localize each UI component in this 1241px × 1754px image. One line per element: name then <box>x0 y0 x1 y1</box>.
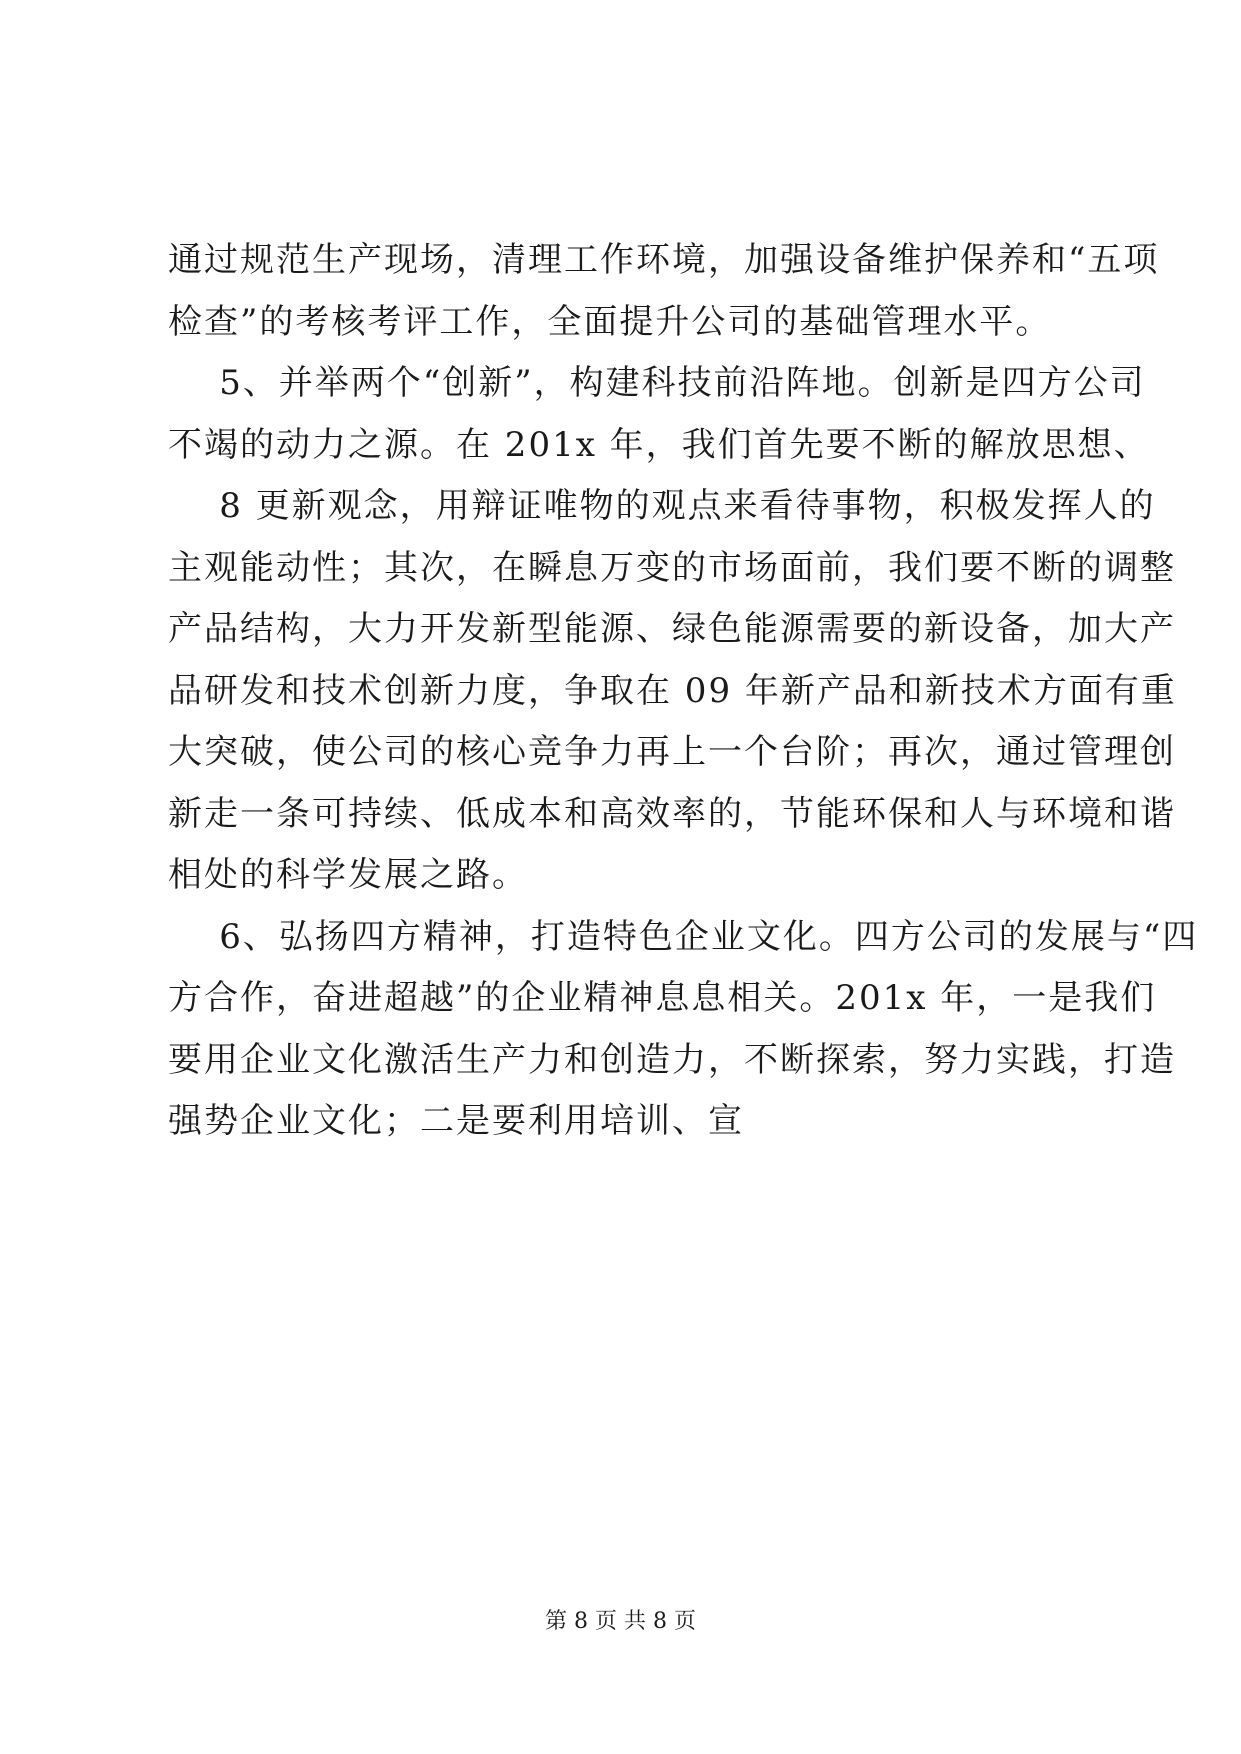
text-line: 8 更新观念，用辩证唯物的观点来看待事物，积极发挥人的 <box>168 486 1156 526</box>
text-line: 大突破，使公司的核心竞争力再上一个台阶；再次，通过管理创 <box>168 732 1176 772</box>
page-number-footer: 第 8 页 共 8 页 <box>545 1609 696 1634</box>
text-line: 5、并举两个“创新”，构建科技前沿阵地。创新是四方公司 <box>168 363 1146 403</box>
text-line: 新走一条可持续、低成本和高效率的，节能环保和人与环境和谐 <box>168 793 1176 834</box>
document-body <box>168 230 1199 1153</box>
text-line: 不竭的动力之源。在 201x 年，我们首先要不断的解放思想、 <box>168 424 1150 465</box>
text-line: 强势企业文化；二是要利用培训、宣 <box>168 1101 744 1141</box>
text-line: 主观能动性；其次，在瞬息万变的市场面前，我们要不断的调整 <box>168 547 1176 588</box>
text-line: 检查”的考核考评工作，全面提升公司的基础管理水平。 <box>168 301 1052 342</box>
text-line: 品研发和技术创新力度，争取在 09 年新产品和新技术方面有重 <box>168 670 1177 711</box>
text-line: 产品结构，大力开发新型能源、绿色能源需要的新设备，加大产 <box>168 609 1176 649</box>
text-line: 要用企业文化激活生产力和创造力，不断探索，努力实践，打造 <box>168 1039 1176 1080</box>
text-line: 相处的科学发展之路。 <box>168 855 528 895</box>
text-line: 6、弘扬四方精神，打造特色企业文化。四方公司的发展与“四 <box>168 916 1199 957</box>
text-line: 通过规范生产现场，清理工作环境，加强设备维护保养和“五项 <box>168 240 1160 280</box>
text-line: 方合作，奋进超越”的企业精神息息相关。201x 年，一是我们 <box>168 978 1157 1018</box>
